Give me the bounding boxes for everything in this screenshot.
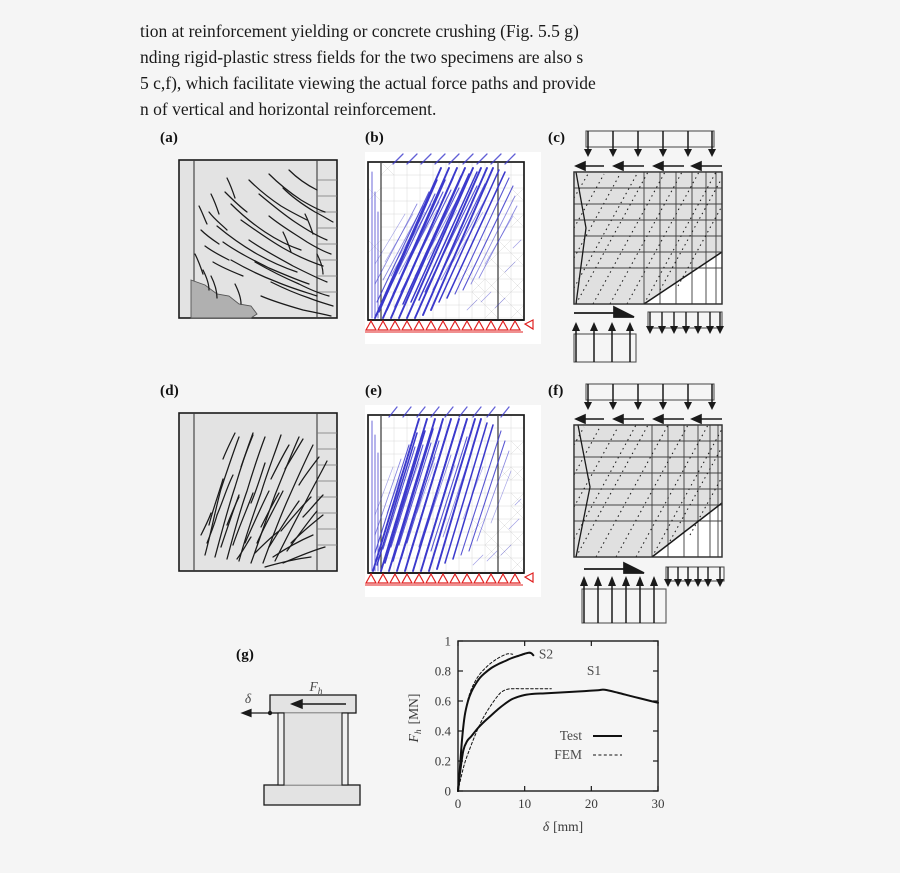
x-tick-label: 10 xyxy=(518,796,532,811)
panel-c-rigid-plastic-field xyxy=(548,128,738,368)
y-tick-label: 0.2 xyxy=(434,753,451,769)
y-tick-label: 1 xyxy=(444,633,451,649)
chart-canvas xyxy=(400,628,690,843)
x-tick-label: 20 xyxy=(584,796,598,811)
displacement-arrow-delta xyxy=(242,710,272,717)
panel-b-fem-stress-field xyxy=(363,152,543,352)
panel-g-label: (g) xyxy=(236,647,255,663)
bottom-right-load-band xyxy=(646,312,724,334)
stress-field-body xyxy=(574,172,722,304)
specimen-sketch xyxy=(220,673,380,833)
displacement-label: δ xyxy=(244,691,252,706)
bottom-left-reaction-block xyxy=(580,576,666,623)
y-tick-labels xyxy=(435,634,452,799)
legend-label-fem: FEM xyxy=(554,747,582,762)
plot-area xyxy=(458,641,658,791)
y-axis-label: Fh[MN] xyxy=(406,693,424,743)
panel-d-crack-pattern xyxy=(165,407,355,597)
top-shear-arrows xyxy=(576,162,722,170)
panel-a-label: (a) xyxy=(160,130,179,146)
x-tick-labels xyxy=(455,796,665,811)
body-line-4: n of vertical and horizontal reinforcement. xyxy=(140,99,437,119)
body-line-1-clipped: tion at reinforcement yielding or concrete crushing (Fig. 5.5 g) xyxy=(140,22,579,41)
body-line-3: 5 c,f), which facilitate viewing the actual force paths and provide xyxy=(140,73,596,93)
curve-annotation: S1 xyxy=(586,662,602,678)
x-tick-label: 30 xyxy=(651,796,665,811)
panel-f-rigid-plastic-field xyxy=(548,381,738,631)
panel-c-label: (c) xyxy=(548,130,566,146)
load-displacement-chart xyxy=(400,628,690,843)
panel-d-label: (d) xyxy=(160,383,179,399)
top-shear-arrows xyxy=(576,415,722,423)
curve-annotation: S2 xyxy=(538,646,554,662)
top-load-band xyxy=(584,384,716,410)
legend-label-test: Test xyxy=(559,728,582,743)
panel-e-label: (e) xyxy=(365,383,383,399)
bottom-shear-arrow xyxy=(574,307,634,317)
bottom-right-load-band xyxy=(664,567,724,587)
panel-b-label: (b) xyxy=(365,130,384,146)
force-label: Fh xyxy=(309,679,323,697)
top-load-band xyxy=(584,131,716,157)
stress-field-body xyxy=(574,425,722,557)
bottom-shear-arrow xyxy=(584,563,644,573)
x-tick-label: 0 xyxy=(454,796,462,811)
body-line-2: nding rigid-plastic stress fields for the two specimens are also s xyxy=(140,47,584,67)
x-axis-label: δ [mm] xyxy=(542,819,584,834)
panel-f-label: (f) xyxy=(548,383,564,399)
panel-a-crack-pattern xyxy=(165,154,355,344)
y-tick-label: 0.8 xyxy=(434,663,451,679)
bottom-left-reaction-block xyxy=(572,322,636,362)
y-tick-label: 0.4 xyxy=(434,723,451,739)
y-tick-label: 0 xyxy=(444,783,451,799)
body-paragraph xyxy=(140,22,765,122)
y-tick-label: 0.6 xyxy=(434,693,451,709)
panel-e-fem-stress-field xyxy=(363,405,543,605)
